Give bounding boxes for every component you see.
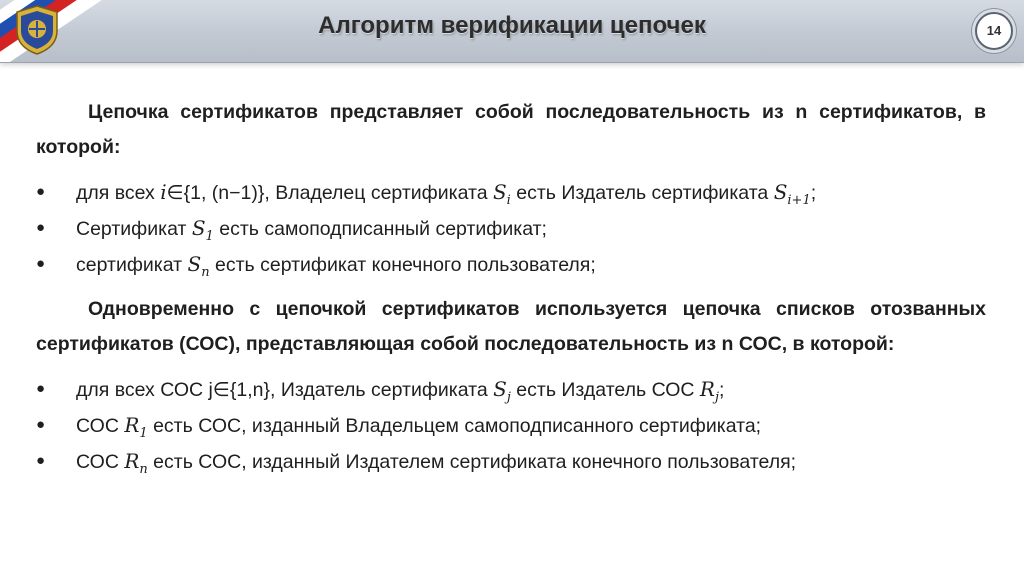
list-item: ● Сертификат $S_1$ есть самоподписанный сертификат; [36, 210, 986, 246]
list-item: ● для всех СОС j∈{1,n}, Издатель сертификата $S_j$ есть Издатель СОС $R_j$; [36, 371, 986, 407]
header-bar [0, 0, 1024, 63]
list-item: ● СОС $R_n$ есть СОС, изданный Издателем сертификата конечного пользователя; [36, 443, 986, 479]
page-title: Алгоритм верификации цепочек [318, 12, 706, 39]
page-number-badge: 14 [975, 12, 1013, 50]
bullet-icon: ● [36, 452, 46, 469]
bullet-icon: ● [36, 255, 46, 272]
list-item: ● для всех i∈{1, (n−1)}, Владелец сертификата $S_i$ есть Издатель сертификата $S_{i+1}$; [36, 174, 986, 210]
bullet-icon: ● [36, 380, 46, 397]
list-item: ● СОС $R_1$ есть СОС, изданный Владельцем самоподписанного сертификата; [36, 407, 986, 443]
crl-chain-intro-paragraph: Одновременно с цепочкой сертификатов используется цепочка списков отозванных сертификатов (СОС), представляющая собой последовательность из n СОС, в которой: [36, 298, 986, 355]
bullet-icon: ● [36, 183, 46, 200]
list-item: ● сертификат $S_n$ есть сертификат конечного пользователя; [36, 246, 986, 282]
bullet-icon: ● [36, 416, 46, 433]
bullet-icon: ● [36, 219, 46, 236]
crl-conditions-list [36, 371, 986, 479]
slide-content [36, 95, 986, 489]
chain-conditions-list [36, 174, 986, 282]
chain-intro-paragraph: Цепочка сертификатов представляет собой последовательность из n сертификатов, в которой: [36, 101, 986, 158]
